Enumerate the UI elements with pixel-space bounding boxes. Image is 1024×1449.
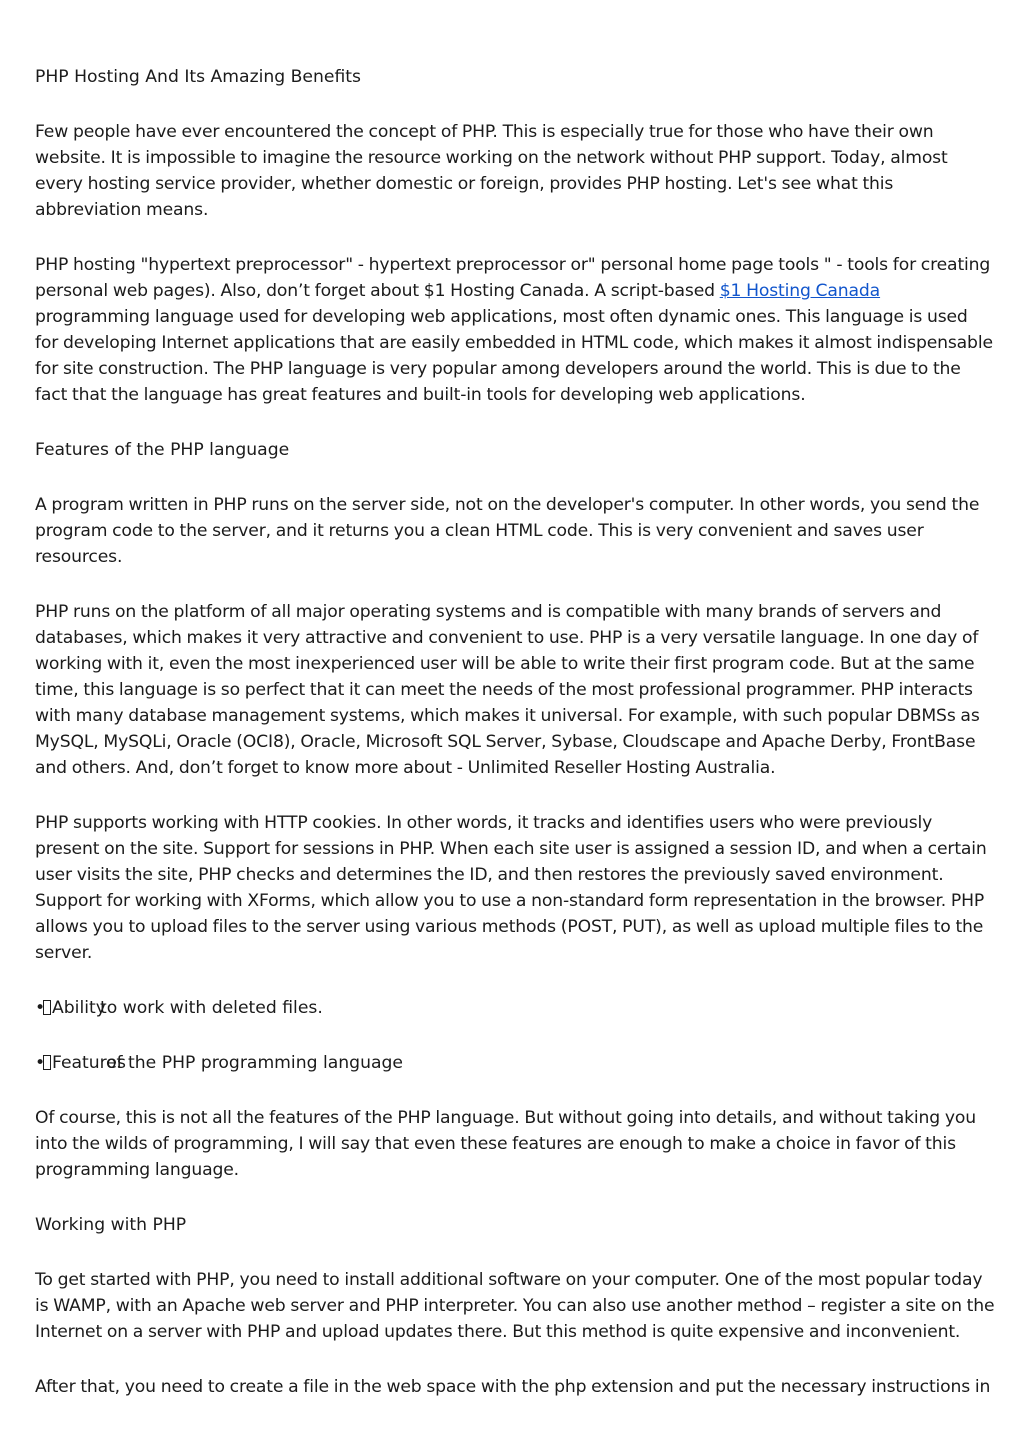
missing-glyph-icon [43,1055,51,1070]
definition-paragraph [35,252,995,408]
hosting-canada-link[interactable]: $1 Hosting Canada [719,281,881,301]
features-heading: Features of the PHP language [35,440,290,460]
working-heading: Working with PHP [35,1215,187,1235]
bullet-label: Features [52,1053,126,1073]
working-paragraph-create-file: After that, you need to create a file in the web space with the php extension and put the necessary instructions in [35,1377,991,1397]
conclusion-paragraph: Of course, this is not all the features of the PHP language. But without going into details, and without taking you into the wilds of programming, I will say that even these features are enough to make a choice in favor of this programming language. [35,1108,976,1180]
intro-paragraph: Few people have ever encountered the concept of PHP. This is especially true for those who have their own website. It is impossible to imagine the resource working on the network without PHP support. Today, almost every hosting service provider, whether domestic or foreign, provides PHP hosting. Let's see what this abbreviation means. [35,122,948,220]
missing-glyph-icon [43,1000,51,1015]
bullet-item-features [35,1050,995,1076]
bullet-label: Ability [52,998,106,1018]
definition-text-before-link: PHP hosting "hypertext preprocessor" - hypertext preprocessor or" personal home page tools " - tools for creating personal web pages). Also, don’t forget about $1 Hosting Canada. A script-based [35,255,991,301]
definition-text-after-link: programming language used for developing web applications, most often dynamic ones. This language is used for developing Internet applications that are easily embedded in HTML code, which makes it almost indispensable for site construction. The PHP language is very popular among developers around the world. This is due to the fact that the language has great features and built-in tools for developing web applications. [35,307,993,405]
bullet-text: of the PHP programming language [106,1053,403,1073]
features-paragraph-cookies: PHP supports working with HTTP cookies. In other words, it tracks and identifies users who were previously present on the site. Support for sessions in PHP. When each site user is assigned a session ID, and when a certain user visits the site, PHP checks and determines the ID, and then restores the previously saved environment. Support for working with XForms, which allow you to use a non-standard form representation in the browser. PHP allows you to upload files to the server using various methods (POST, PUT), as well as upload multiple files to the server. [35,813,987,963]
bullet-mark: • [35,1053,46,1073]
document-title: PHP Hosting And Its Amazing Benefits [35,67,361,87]
features-paragraph-server-side: A program written in PHP runs on the server side, not on the developer's computer. In other words, you send the program code to the server, and it returns you a clean HTML code. This is very convenient and saves user resources. [35,495,980,567]
bullet-text: to work with deleted files. [100,998,323,1018]
working-paragraph-setup: To get started with PHP, you need to install additional software on your computer. One of the most popular today is WAMP, with an Apache web server and PHP interpreter. You can also use another method – register a site on the Internet on a server with PHP and upload updates there. But this method is quite expensive and inconvenient. [35,1270,995,1342]
bullet-item-ability [35,995,995,1021]
features-paragraph-platforms: PHP runs on the platform of all major operating systems and is compatible with many brands of servers and databases, which makes it very attractive and convenient to use. PHP is a very versatile language. In one day of working with it, even the most inexperienced user will be able to write their first program code. But at the same time, this language is so perfect that it can meet the needs of the most professional programmer. PHP interacts with many database management systems, which makes it universal. For example, with such popular DBMSs as MySQL, MySQLi, Oracle (OCI8), Oracle, Microsoft SQL Server, Sybase, Cloudscape and Apache Derby, FrontBase and others. And, don’t forget to know more about - Unlimited Reseller Hosting Australia. [35,602,980,778]
document-body [35,64,995,1429]
bullet-mark: • [35,998,46,1018]
